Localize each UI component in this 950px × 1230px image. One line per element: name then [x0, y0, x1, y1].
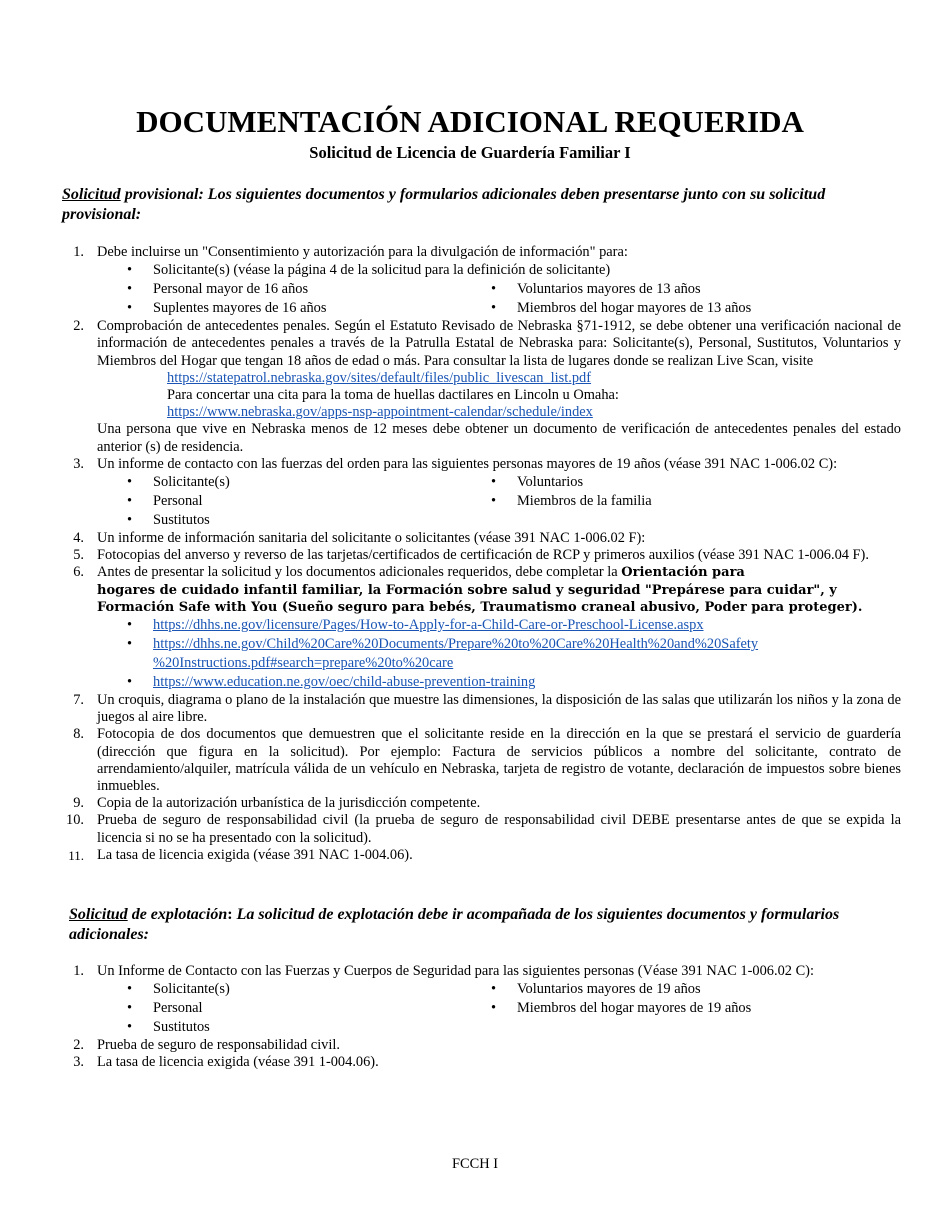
page-title: DOCUMENTACIÓN ADICIONAL REQUERIDA — [136, 104, 804, 139]
item-text: Un Informe de Contacto con las Fuerzas y Cuerpos de Seguridad para las siguientes personas (Véase 391 NAC 1-006.02 C): — [97, 963, 814, 979]
bullet-item: • Solicitante(s) (véase la página 4 de la solicitud para la definición de solicitante) — [97, 261, 901, 280]
item-number: 3. — [73, 1054, 84, 1071]
page-subtitle: Solicitud de Licencia de Guardería Familiar I — [309, 143, 631, 162]
list-item — [62, 726, 901, 795]
section-provisional-heading — [62, 185, 900, 225]
item-text: Prueba de seguro de responsabilidad civil. — [97, 1037, 340, 1054]
list-item — [62, 530, 901, 547]
link-line: https://dhhs.ne.gov/Child%20Care%20Documents/Prepare%20to%20Care%20Health%20and%20Safety — [153, 636, 759, 653]
list-item — [62, 847, 901, 864]
item-text-block — [97, 564, 901, 616]
list-item — [62, 963, 901, 1037]
page-footer: FCCH I — [452, 1156, 498, 1172]
item-number: 11. — [68, 847, 84, 863]
operating-requirements-list — [62, 963, 901, 1072]
item-number: 7. — [73, 692, 84, 709]
bullet-item: • Sustitutos — [97, 1018, 461, 1037]
bullet-item: • Sustitutos — [97, 511, 461, 530]
section-heading-text: La solicitud de explotación debe ir acompañada de los siguientes documentos y formularios adicionales: — [69, 906, 840, 943]
bullet-item: • Voluntarios mayores de 13 años — [461, 280, 761, 299]
bullet-item: • Miembros del hogar mayores de 19 años — [461, 999, 761, 1018]
list-item — [62, 692, 901, 726]
item-text: Un informe de información sanitaria del solicitante o solicitantes (véase 391 NAC 1-006.02 F): — [97, 530, 646, 547]
item-number: 5. — [73, 547, 84, 564]
list-item — [62, 244, 901, 318]
bullet-item — [97, 616, 901, 635]
safe-with-you-bold-text: Formación Safe with You (Sueño seguro para bebés, Traumatismo craneal abusivo, Poder para proteger). — [97, 599, 863, 615]
section-heading-keyword: Solicitud — [69, 906, 128, 923]
section-operating-heading — [69, 905, 901, 945]
item-text: Fotocopia de dos documentos que demuestren que el solicitante reside en la dirección en la que se prestará el servicio de guardería (dirección que figura en la solicitud). Por ejemplo: Factura de servicios públicos a nombre del solicitante, contrato de arrendamiento/alquiler, matrícula válida de un vehículo en Nebraska, tarjeta de registro de votante, declaración de impuestos sobre bienes inmuebles. — [97, 726, 901, 795]
bullet-item: • Solicitante(s) — [97, 473, 461, 492]
list-item — [62, 1037, 901, 1054]
item-number: 9. — [73, 795, 84, 812]
section-heading-keyword: Solicitud — [62, 186, 121, 203]
bullet-item — [97, 635, 901, 673]
item-number: 2. — [73, 1037, 84, 1054]
item-note: Una persona que vive en Nebraska menos de 12 meses debe obtener un documento de verificación de antecedentes penales del estado anterior (s) de residencia. — [97, 421, 901, 455]
list-item — [62, 812, 901, 846]
orientation-bold-text: Orientación para — [621, 565, 745, 581]
livescan-link-block — [97, 370, 901, 422]
item-number: 2. — [73, 318, 84, 335]
training-bold-text: hogares de cuidado infantil familiar, la Formación sobre salud y seguridad "Prepárese para cuidar", y — [97, 582, 837, 598]
bullet-item: • Miembros de la familia — [461, 492, 761, 511]
bullet-item: • Suplentes mayores de 16 años — [97, 299, 461, 318]
item-number: 10. — [66, 812, 84, 829]
section-heading-colon: : — [227, 906, 233, 923]
appointment-text: Para concertar una cita para la toma de huellas dactilares en Lincoln u Omaha: — [167, 387, 619, 404]
bullet-list — [97, 261, 901, 280]
item-text: La tasa de licencia exigida (véase 391 1-004.06). — [97, 1054, 379, 1071]
license-apply-link[interactable]: https://dhhs.ne.gov/licensure/Pages/How-to-Apply-for-a-Child-Care-or-Preschool-License.aspx — [153, 617, 704, 634]
item-number: 3. — [73, 455, 84, 472]
bullet-item: • Miembros del hogar mayores de 13 años — [461, 299, 761, 318]
bullet-item: • Personal — [97, 492, 461, 511]
section-heading-mid: de explotación — [127, 906, 228, 923]
list-item — [62, 564, 901, 692]
item-text: Antes de presentar la solicitud y los documentos adicionales requeridos, debe completar la — [97, 564, 622, 581]
item-number: 1. — [73, 244, 84, 260]
item-number: 8. — [73, 726, 84, 743]
bullet-item: • Personal mayor de 16 años — [97, 280, 461, 299]
item-text: Comprobación de antecedentes penales. Según el Estatuto Revisado de Nebraska §71-1912, se debe obtener una verificación nacional de información de antecedentes penales a través de la Patrulla Estatal de Nebraska para: Solicitante(s), Personal, Sustitutos, Voluntarios y Miembros del Hogar que tengan 18 años de edad o más. Para consultar la lista de lugares donde se realizan Live Scan, visite — [97, 318, 901, 369]
bullet-item: • Personal — [97, 999, 461, 1018]
bullet-list-two-column — [97, 473, 901, 530]
item-text: Debe incluirse un "Consentimiento y autorización para la divulgación de información" para: — [97, 244, 628, 260]
bullet-item: • Voluntarios — [461, 473, 761, 492]
item-text: Copia de la autorización urbanística de la jurisdicción competente. — [97, 795, 481, 812]
abuse-prevention-link[interactable]: https://www.education.ne.gov/oec/child-abuse-prevention-training — [153, 674, 536, 691]
list-item — [62, 456, 901, 530]
training-links-list — [97, 616, 901, 692]
item-text: Un informe de contacto con las fuerzas del orden para las siguientes personas mayores de 19 años (véase 391 NAC 1-006.02 C): — [97, 455, 838, 472]
bullet-item: • Voluntarios mayores de 19 años — [461, 980, 761, 999]
list-item — [62, 318, 901, 456]
bullet-item: • Solicitante(s) — [97, 980, 461, 999]
list-item — [62, 547, 901, 564]
item-number: 6. — [73, 564, 84, 581]
provisional-requirements-list — [62, 244, 901, 864]
section-heading-text: provisional: Los siguientes documentos y formularios adicionales deben presentarse junto con su solicitud provisional: — [62, 186, 826, 223]
item-text: La tasa de licencia exigida (véase 391 NAC 1-004.06). — [97, 846, 413, 863]
item-number: 4. — [73, 530, 84, 547]
item-text: Prueba de seguro de responsabilidad civil (la prueba de seguro de responsabilidad civil DEBE presentarse antes de que se expida la licencia si no se ha presentado con la solicitud). — [97, 812, 901, 846]
item-text: Fotocopias del anverso y reverso de las tarjetas/certificados de certificación de RCP y primeros auxilios (véase 391 NAC 1-006.04 F). — [97, 547, 869, 564]
link-line: %20Instructions.pdf#search=prepare%20to%20care — [153, 655, 454, 672]
list-item — [62, 795, 901, 812]
bullet-list-two-column — [97, 980, 901, 1037]
livescan-list-link[interactable]: https://statepatrol.nebraska.gov/sites/default/files/public_livescan_list.pdf — [167, 369, 592, 386]
list-item — [62, 1054, 901, 1071]
bullet-item — [97, 673, 901, 692]
item-number: 1. — [73, 963, 84, 979]
bullet-list-two-column — [97, 280, 901, 318]
prepare-to-care-link[interactable] — [153, 636, 758, 671]
appointment-calendar-link[interactable]: https://www.nebraska.gov/apps-nsp-appointment-calendar/schedule/index — [167, 404, 593, 421]
item-text: Un croquis, diagrama o plano de la instalación que muestre las dimensiones, la disposición de las salas que utilizarán los niños y la zona de juegos al aire libre. — [97, 692, 901, 726]
